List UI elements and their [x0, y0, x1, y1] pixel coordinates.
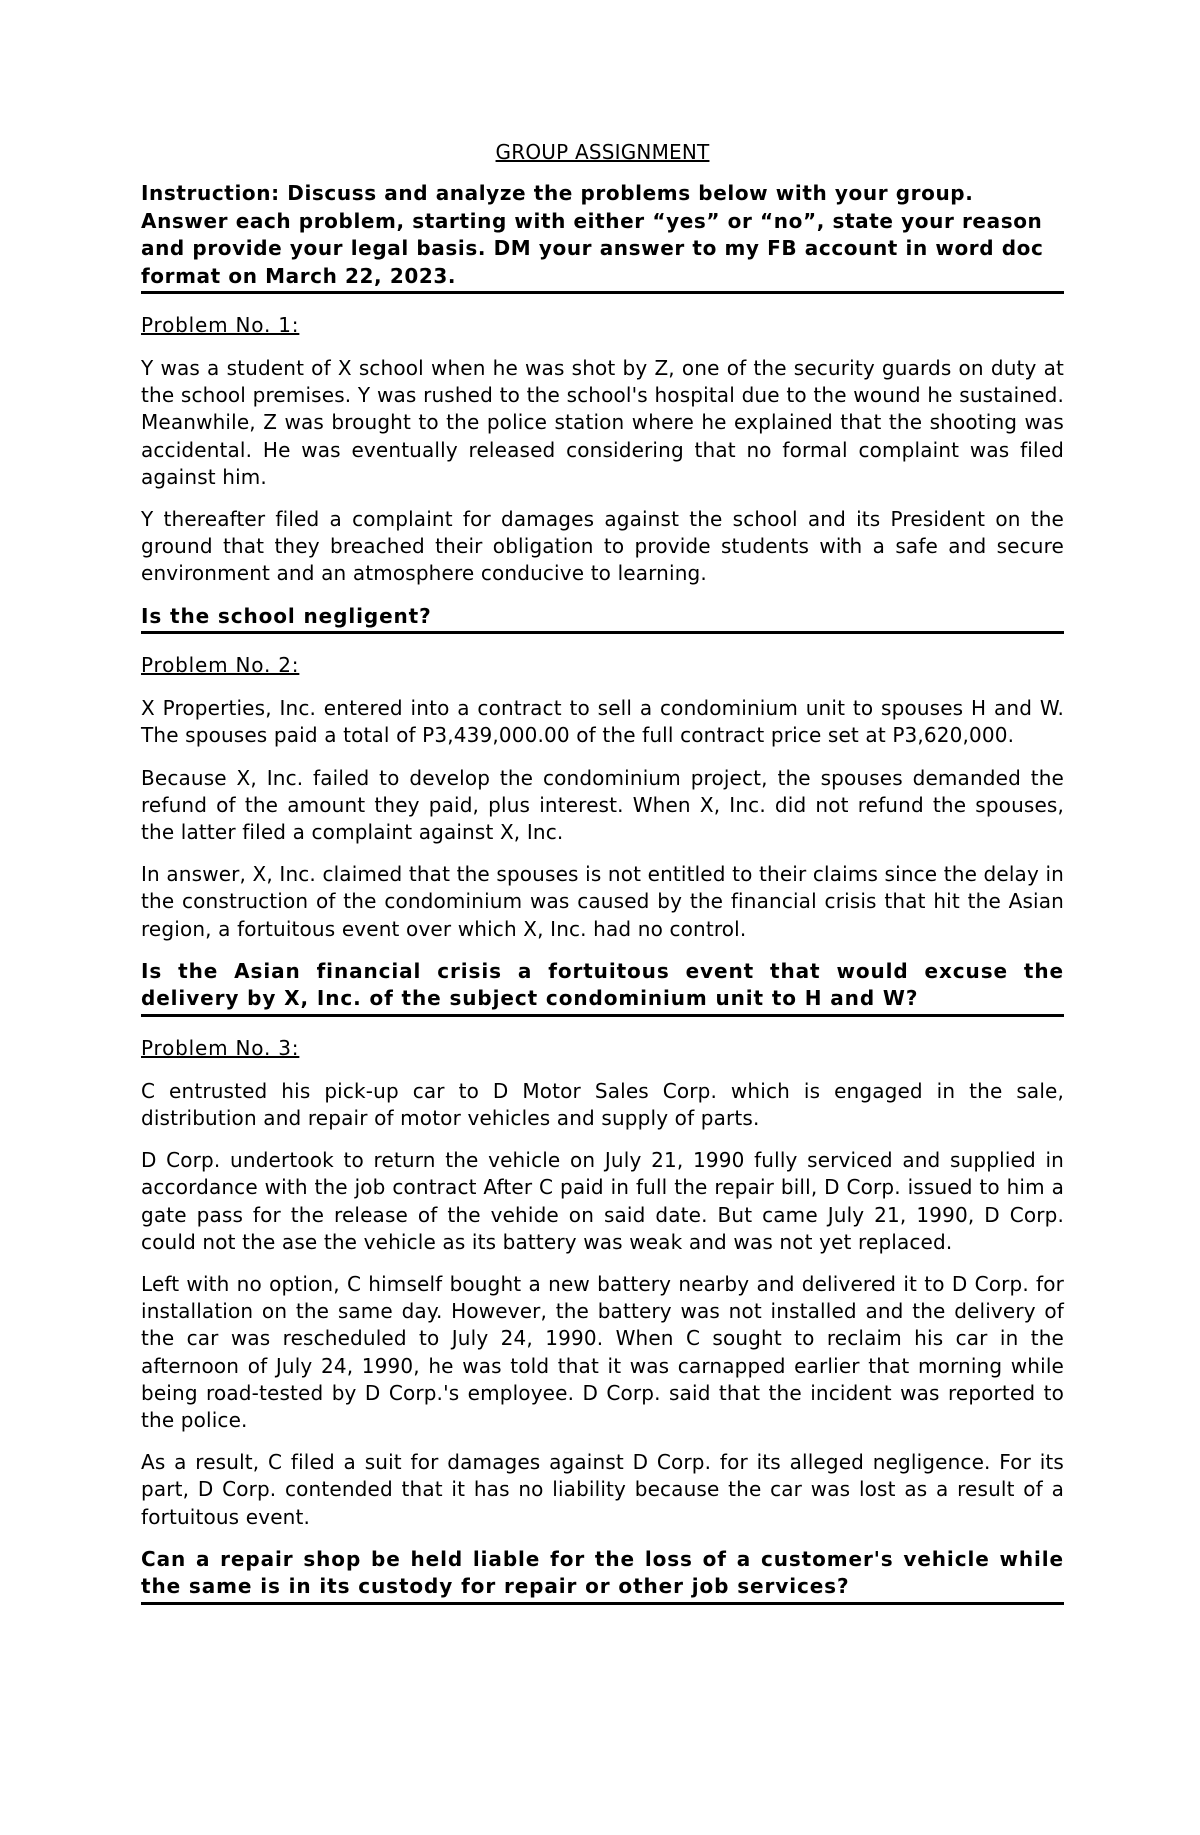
problem-paragraph: As a result, C filed a suit for damages against D Corp. for its alleged negligence. For its part, D Corp. contended that it has no liability because the car was lost as a result of a fortuitous event. [141, 1450, 1064, 1529]
document-page [141, 138, 1064, 1605]
instruction-text: Instruction: Discuss and analyze the problems below with your group. Answer each problem, starting with either “yes” or “no”, state your reason and provide your legal basis. DM your answer to my FB account in word doc format on March 22, 2023. [141, 181, 1044, 288]
problem-paragraph: Left with no option, C himself bought a new battery nearby and delivered it to D Corp. for installation on the same day. However, the battery was not installed and the delivery of the car was rescheduled to July 24, 1990. When C sought to reclaim his car in the afternoon of July 24, 1990, he was told that it was carnapped earlier that morning while being road-tested by D Corp.'s employee. D Corp. said that the incident was reported to the police. [141, 1271, 1064, 1432]
problem-heading: Problem No. 1: [141, 313, 300, 337]
section-divider [141, 1602, 1064, 1605]
problem-heading: Problem No. 2: [141, 653, 300, 678]
problem-heading: Problem No. 3: [141, 1035, 300, 1060]
problem-2 [141, 652, 1064, 1017]
section-divider [141, 1014, 1064, 1017]
problem-paragraph: Y thereafter filed a complaint for damages against the school and its President on the ground that they breached their obligation to provide students with a safe and secure environment and an atmosphere conducive to learning. [141, 507, 1064, 586]
problem-question: Can a repair shop be held liable for the loss of a customer's vehicle while the same is in its custody for repair or other job services? [141, 1546, 1064, 1599]
section-divider [141, 631, 1064, 634]
problem-1 [141, 312, 1064, 634]
problem-question: Is the Asian financial crisis a fortuitous event that would excuse the delivery by X, Inc. of the subject condominium unit to H and W? [141, 958, 1064, 1011]
section-divider [141, 291, 1064, 294]
problem-paragraph: Y was a student of X school when he was shot by Z, one of the security guards on duty at the school premises. Y was rushed to the school's hospital due to the wound he sustained. Meanwhile, Z was brought to the police station where he explained that the shooting was accidental. He was eventually released considering that no formal complaint was filed against him. [141, 356, 1064, 489]
problem-paragraph: In answer, X, Inc. claimed that the spouses is not entitled to their claims since the delay in the construction of the condominium was caused by the financial crisis that hit the Asian region, a fortuitous event over which X, Inc. had no control. [141, 862, 1064, 941]
problem-3 [141, 1035, 1064, 1605]
problem-paragraph: X Properties, Inc. entered into a contract to sell a condominium unit to spouses H and W. The spouses paid a total of P3,439,000.00 of the full contract price set at P3,620,000. [141, 696, 1064, 748]
problem-paragraph: C entrusted his pick-up car to D Motor Sales Corp. which is engaged in the sale, distribution and repair of motor vehicles and supply of parts. [141, 1078, 1064, 1130]
problem-paragraph: D Corp. undertook to return the vehicle on July 21, 1990 fully serviced and supplied in accordance with the job contract After C paid in full the repair bill, D Corp. issued to him a gate pass for the release of the vehide on said date. But came July 21, 1990, D Corp. could not the ase the vehicle as its battery was weak and was not yet replaced. [141, 1148, 1064, 1254]
problem-question: Is the school negligent? [141, 603, 432, 628]
problem-paragraph: Because X, Inc. failed to develop the condominium project, the spouses demanded the refund of the amount they paid, plus interest. When X, Inc. did not refund the spouses, the latter filed a complaint against X, Inc. [141, 765, 1064, 844]
document-title: GROUP ASSIGNMENT [495, 140, 710, 164]
